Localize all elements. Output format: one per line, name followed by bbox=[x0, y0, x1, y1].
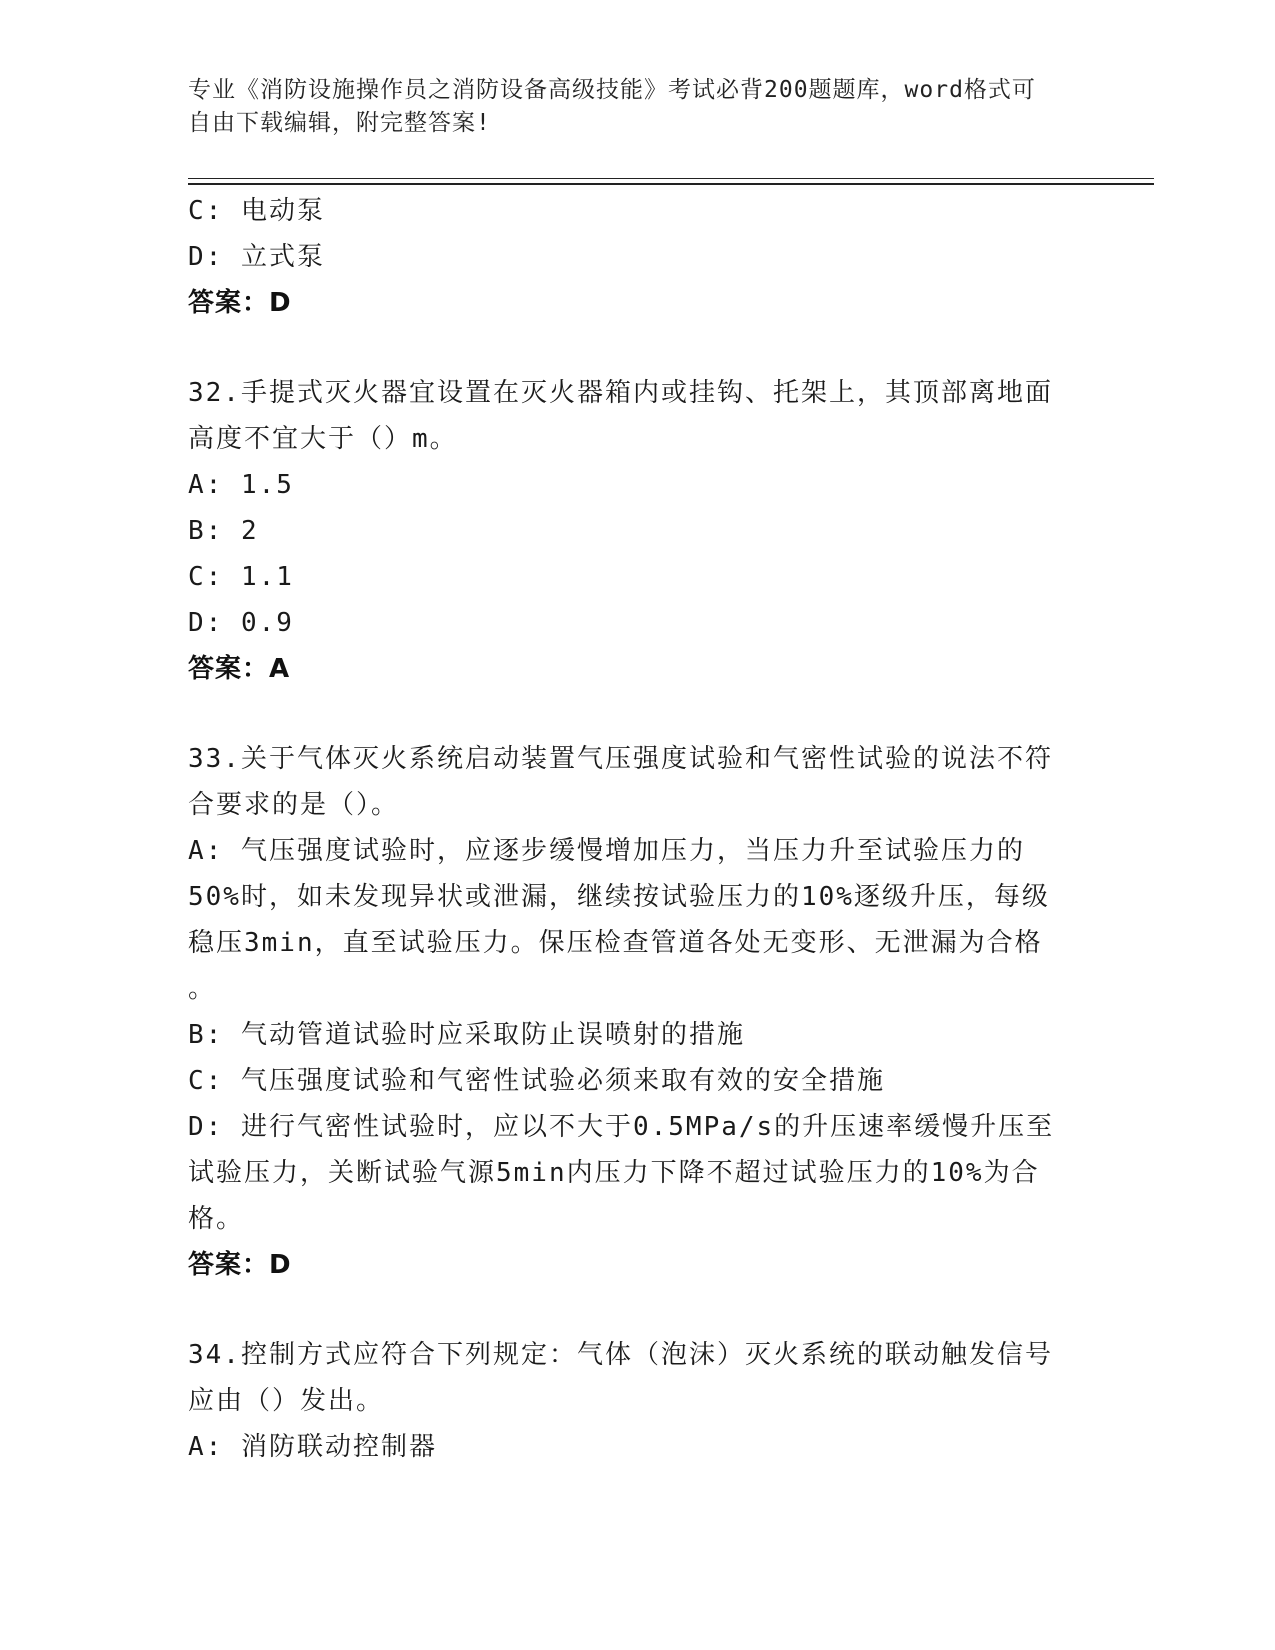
option-d: 试验压力，关断试验气源5min内压力下降不超过试验压力的10%为合 bbox=[188, 1158, 1040, 1188]
option-a: A: 气压强度试验时，应逐步缓慢增加压力，当压力升至试验压力的 bbox=[188, 836, 1025, 866]
question-content bbox=[188, 188, 1088, 1470]
option-a: A: 消防联动控制器 bbox=[188, 1432, 437, 1462]
option-d: 格。 bbox=[188, 1204, 245, 1234]
option-a: 。 bbox=[188, 974, 217, 1004]
answer-label: 答案：D bbox=[188, 1250, 292, 1280]
question-31-tail bbox=[188, 188, 1088, 326]
question-stem: 34.控制方式应符合下列规定：气体（泡沫）灭火系统的联动触发信号 bbox=[188, 1340, 1053, 1370]
question-stem: 高度不宜大于（）m。 bbox=[188, 424, 458, 454]
option-b: B: 气动管道试验时应采取防止误喷射的措施 bbox=[188, 1020, 745, 1050]
header-divider-thick bbox=[188, 183, 1154, 185]
option-c: C: 电动泵 bbox=[188, 196, 325, 226]
option-a: 50%时，如未发现异状或泄漏，继续按试验压力的10%逐级升压，每级 bbox=[188, 882, 1050, 912]
question-33 bbox=[188, 736, 1088, 1288]
answer-label: 答案：A bbox=[188, 654, 291, 684]
spacer bbox=[188, 692, 1088, 736]
option-c: C: 气压强度试验和气密性试验必须来取有效的安全措施 bbox=[188, 1066, 885, 1096]
question-stem: 应由（）发出。 bbox=[188, 1386, 385, 1416]
header-divider-thin bbox=[188, 178, 1154, 179]
question-stem: 合要求的是（）。 bbox=[188, 790, 400, 820]
question-stem: 32.手提式灭火器宜设置在灭火器箱内或挂钩、托架上，其顶部离地面 bbox=[188, 378, 1053, 408]
option-c: C: 1.1 bbox=[188, 562, 294, 592]
option-a: 稳压3min，直至试验压力。保压检查管道各处无变形、无泄漏为合格 bbox=[188, 928, 1043, 958]
option-b: B: 2 bbox=[188, 516, 259, 546]
document-header bbox=[188, 74, 1068, 140]
header-line-2: 自由下载编辑，附完整答案! bbox=[188, 110, 491, 136]
question-stem: 33.关于气体灭火系统启动装置气压强度试验和气密性试验的说法不符 bbox=[188, 744, 1053, 774]
option-d: D: 0.9 bbox=[188, 608, 294, 638]
option-d: D: 立式泵 bbox=[188, 242, 325, 272]
question-32 bbox=[188, 370, 1088, 692]
spacer bbox=[188, 1288, 1088, 1332]
answer-label: 答案：D bbox=[188, 288, 292, 318]
spacer bbox=[188, 326, 1088, 370]
option-a: A: 1.5 bbox=[188, 470, 294, 500]
header-line-1: 专业《消防设施操作员之消防设备高级技能》考试必背200题题库，word格式可 bbox=[188, 77, 1036, 103]
question-34 bbox=[188, 1332, 1088, 1470]
option-d: D: 进行气密性试验时，应以不大于0.5MPa/s的升压速率缓慢升压至 bbox=[188, 1112, 1055, 1142]
